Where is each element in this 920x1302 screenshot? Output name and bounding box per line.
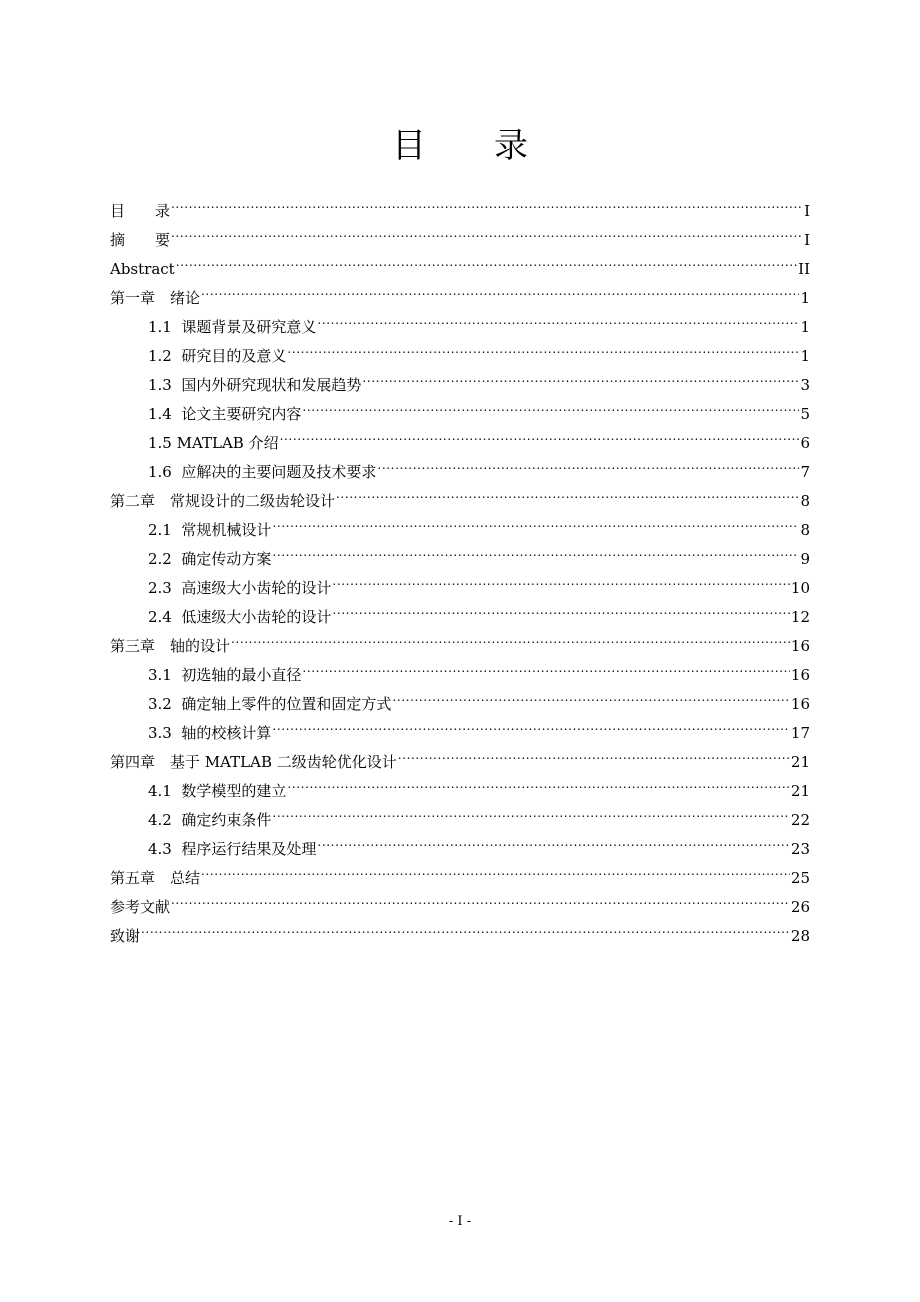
- toc-entry[interactable]: [110, 216, 810, 249]
- toc-entry-page-number: I: [804, 202, 810, 220]
- toc-entry[interactable]: [110, 245, 810, 278]
- toc-entry[interactable]: [110, 912, 810, 945]
- toc-entry-page-number: I: [804, 231, 810, 249]
- toc-dot-leader: [287, 332, 799, 361]
- toc-dot-leader: [171, 216, 803, 245]
- toc-dot-leader: [362, 361, 799, 390]
- toc-entry-page-number: 26: [790, 898, 810, 916]
- toc-dot-leader: [302, 651, 790, 680]
- toc-dot-leader: [171, 187, 803, 216]
- toc-entry-label: 1.1 课题背景及研究意义: [148, 318, 317, 336]
- toc-entry-page-number: 3: [800, 376, 810, 394]
- toc-entry[interactable]: [110, 187, 810, 220]
- page-title: 目 录: [392, 126, 528, 166]
- toc-dot-leader: [171, 883, 790, 912]
- toc-entry-label: 2.2 确定传动方案: [148, 550, 272, 568]
- toc-dot-leader: [332, 564, 790, 593]
- toc-entry-label: 2.1 常规机械设计: [148, 521, 272, 539]
- toc-entry-page-number: 16: [790, 666, 810, 684]
- page-number-footer: - I -: [448, 1214, 472, 1229]
- toc-entry-page-number: 16: [790, 695, 810, 713]
- toc-entry-page-number: 21: [790, 753, 810, 771]
- toc-entry-page-number: 17: [790, 724, 810, 742]
- toc-entry-label: 4.2 确定约束条件: [148, 811, 272, 829]
- toc-dot-leader: [141, 912, 790, 941]
- toc-dot-leader: [272, 796, 790, 825]
- toc-dot-leader: [201, 854, 790, 883]
- toc-entry-page-number: 7: [800, 463, 810, 481]
- toc-entry[interactable]: [110, 854, 810, 887]
- toc-dot-leader: [176, 245, 797, 274]
- toc-entry-page-number: 12: [790, 608, 810, 626]
- toc-entry-label: 3.2 确定轴上零件的位置和固定方式: [148, 695, 392, 713]
- toc-dot-leader: [392, 680, 790, 709]
- toc-entry-label: 第三章 轴的设计: [110, 637, 231, 655]
- toc-entry-page-number: 6: [800, 434, 810, 452]
- toc-entry[interactable]: [110, 303, 810, 336]
- toc-dot-leader: [332, 593, 790, 622]
- toc-entry-page-number: 25: [790, 869, 810, 887]
- toc-entry-page-number: 8: [800, 521, 810, 539]
- toc-entry-page-number: 23: [790, 840, 810, 858]
- toc-dot-leader: [231, 622, 790, 651]
- toc-entry-label: 4.3 程序运行结果及处理: [148, 840, 317, 858]
- toc-dot-leader: [377, 448, 799, 477]
- toc-entry-page-number: 1: [800, 347, 810, 365]
- toc-entry-page-number: 9: [800, 550, 810, 568]
- toc-entry-label: 1.2 研究目的及意义: [148, 347, 287, 365]
- toc-dot-leader: [272, 709, 790, 738]
- toc-dot-leader: [317, 303, 799, 332]
- toc-entry-page-number: 10: [790, 579, 810, 597]
- toc-entry-label: 1.5 MATLAB 介绍: [148, 434, 279, 452]
- toc-dot-leader: [201, 274, 799, 303]
- toc-dot-leader: [272, 506, 799, 535]
- toc-entry-label: Abstract: [110, 260, 175, 278]
- toc-entry-label: 致谢: [110, 927, 141, 945]
- toc-dot-leader: [398, 738, 790, 767]
- toc-entry-label: 1.4 论文主要研究内容: [148, 405, 302, 423]
- toc-entry-label: 1.3 国内外研究现状和发展趋势: [148, 376, 362, 394]
- toc-entry-page-number: 1: [800, 318, 810, 336]
- toc-dot-leader: [280, 419, 800, 448]
- toc-entry-label: 3.1 初选轴的最小直径: [148, 666, 302, 684]
- toc-entry-page-number: 5: [800, 405, 810, 423]
- toc-entry-page-number: 1: [800, 289, 810, 307]
- toc-dot-leader: [336, 477, 799, 506]
- toc-dot-leader: [272, 535, 799, 564]
- toc-entry-label: 参考文献: [110, 898, 171, 916]
- toc-entry[interactable]: [110, 883, 810, 916]
- toc-entry-page-number: 22: [790, 811, 810, 829]
- toc-entry-label: 目 录: [110, 202, 171, 220]
- toc-entry-page-number: II: [798, 260, 810, 278]
- toc-entry-label: 摘 要: [110, 231, 171, 249]
- toc-entry-label: 1.6 应解决的主要问题及技术要求: [148, 463, 377, 481]
- toc-entry-page-number: 28: [790, 927, 810, 945]
- toc-entry-page-number: 8: [800, 492, 810, 510]
- toc-entry-label: 第五章 总结: [110, 869, 201, 887]
- toc-entry-label: 第四章 基于 MATLAB 二级齿轮优化设计: [110, 753, 397, 771]
- toc-entry-label: 2.4 低速级大小齿轮的设计: [148, 608, 332, 626]
- toc-entry-page-number: 21: [790, 782, 810, 800]
- table-of-contents: [110, 187, 810, 945]
- toc-entry-label: 2.3 高速级大小齿轮的设计: [148, 579, 332, 597]
- toc-entry[interactable]: [110, 274, 810, 307]
- toc-entry-label: 4.1 数学模型的建立: [148, 782, 287, 800]
- toc-dot-leader: [287, 767, 790, 796]
- toc-entry-label: 第一章 绪论: [110, 289, 201, 307]
- toc-dot-leader: [317, 825, 790, 854]
- toc-entry-page-number: 16: [790, 637, 810, 655]
- toc-entry-label: 3.3 轴的校核计算: [148, 724, 272, 742]
- toc-entry-label: 第二章 常规设计的二级齿轮设计: [110, 492, 336, 510]
- toc-dot-leader: [302, 390, 799, 419]
